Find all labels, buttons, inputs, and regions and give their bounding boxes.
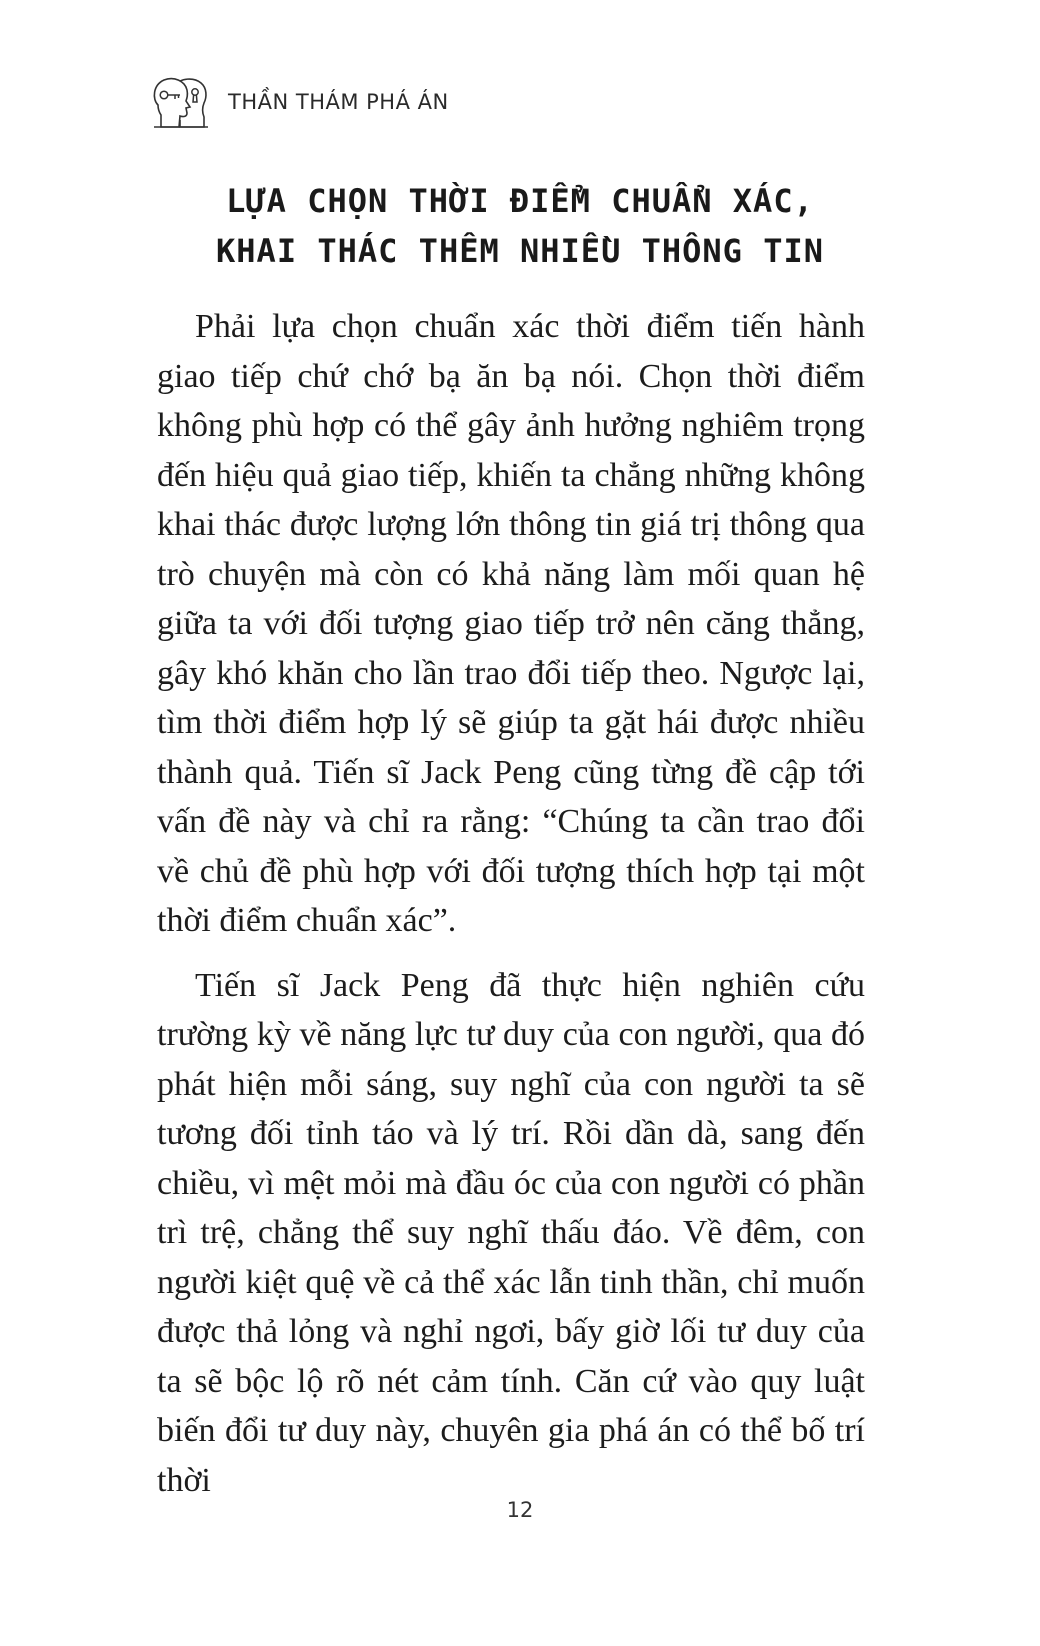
page-number: 12 (506, 1498, 534, 1522)
paragraph-1: Phải lựa chọn chuẩn xác thời điểm tiến hành giao tiếp chứ chớ bạ ăn bạ nói. Chọn thời điểm không phù hợp có thể gây ảnh hưởng nghiêm trọng đến hiệu quả giao tiếp, khiến ta chẳng những không khai thác được lượng lớn thông tin giá trị thông qua trò chuyện mà còn có khả năng làm mối quan hệ giữa ta với đối tượng giao tiếp trở nên căng thẳng, gây khó khăn cho lần trao đổi tiếp theo. Ngược lại, tìm thời điểm hợp lý sẽ giúp ta gặt hái được nhiều thành quả. Tiến sĩ Jack Peng cũng từng đề cập tới vấn đề này và chỉ ra rằng: “Chúng ta cần trao đổi về chủ đề phù hợp với đối tượng thích hợp tại một thời điểm chuẩn xác”. (157, 308, 865, 939)
running-header (150, 74, 449, 130)
detective-heads-icon (150, 75, 210, 129)
chapter-title (0, 176, 1040, 276)
paragraph-2: Tiến sĩ Jack Peng đã thực hiện nghiên cứu trường kỳ về năng lực tư duy của con người, qua đó phát hiện mỗi sáng, suy nghĩ của con người ta sẽ tương đối tỉnh táo và lý trí. Rồi dần dà, sang đến chiều, vì mệt mỏi mà đầu óc của con người có phần trì trệ, chẳng thể suy nghĩ thấu đáo. Về đêm, con người kiệt quệ về cả thể xác lẫn tinh thần, chỉ muốn được thả lỏng và nghỉ ngơi, bấy giờ lối tư duy của ta sẽ bộc lộ rõ nét cảm tính. Căn cứ vào quy luật biến đổi tư duy này, chuyên gia phá án có thể bố trí thời (157, 966, 865, 1499)
chapter-title-line-1: LỰA CHỌN THỜI ĐIỂM CHUẨN XÁC, (226, 182, 814, 220)
body-text (157, 302, 865, 1505)
book-title: THẦN THÁM PHÁ ÁN (228, 90, 449, 114)
chapter-title-line-2: KHAI THÁC THÊM NHIỀU THÔNG TIN (216, 232, 824, 270)
